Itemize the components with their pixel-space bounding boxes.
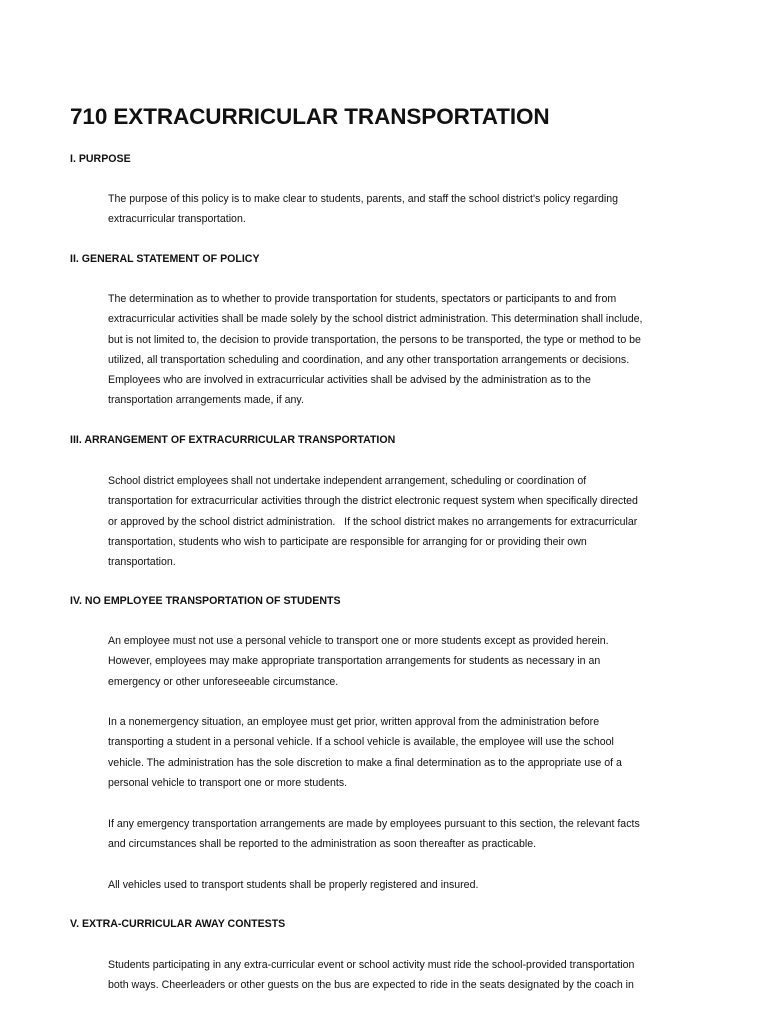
paragraph-personal-vehicle <box>108 631 688 692</box>
section-heading-away-contests: V. EXTRA-CURRICULAR AWAY CONTESTS <box>70 918 286 930</box>
text-line: vehicle. The administration has the sole discretion to make a final determination as to the appropriate use of a <box>108 756 622 769</box>
section-heading-purpose: I. PURPOSE <box>70 153 131 165</box>
paragraph-arrangement <box>108 471 688 572</box>
paragraph-nonemergency <box>108 712 688 793</box>
text-line: In a nonemergency situation, an employee must get prior, written approval from the administration before <box>108 716 600 728</box>
text-line: emergency or other unforeseeable circumstance. <box>108 675 339 688</box>
text-line: extracurricular transportation. <box>108 213 246 226</box>
text-line: transporting a student in a personal vehicle. If a school vehicle is available, the employee will use the school <box>108 736 614 749</box>
text-line: School district employees shall not undertake independent arrangement, scheduling or coordination of <box>108 475 587 487</box>
paragraph-general-statement <box>108 289 688 411</box>
text-line: utilized, all transportation scheduling and coordination, and any other transportation arrangements or decisions. <box>108 353 630 366</box>
text-line: both ways. Cheerleaders or other guests on the bus are expected to ride in the seats designated by the coach in <box>108 979 634 992</box>
text-line: If any emergency transportation arrangements are made by employees pursuant to this section, the relevant facts <box>108 818 640 830</box>
paragraph-purpose <box>108 189 688 230</box>
text-line: transportation for extracurricular activities through the district electronic request system when specifically directed <box>108 495 638 508</box>
text-line: extracurricular activities shall be made solely by the school district administration. This determination shall include, <box>108 313 643 326</box>
text-line: but is not limited to, the decision to provide transportation, the persons to be transported, the type or method to be <box>108 333 641 346</box>
document-title: 710 EXTRACURRICULAR TRANSPORTATION <box>70 104 550 129</box>
text-line: transportation arrangements made, if any. <box>108 394 304 407</box>
text-line: Students participating in any extra-curricular event or school activity must ride the school-provided transportation <box>108 959 635 971</box>
text-line: The determination as to whether to provide transportation for students, spectators or participants to and from <box>108 293 617 305</box>
text-line: The purpose of this policy is to make clear to students, parents, and staff the school district's policy regarding <box>108 193 618 205</box>
paragraph-away-contests <box>108 955 688 996</box>
text-line: transportation. <box>108 556 176 569</box>
text-line: Employees who are involved in extracurricular activities shall be advised by the administration as to the <box>108 374 591 387</box>
text-line: and circumstances shall be reported to the administration as soon thereafter as practicable. <box>108 838 537 851</box>
text-line: All vehicles used to transport students shall be properly registered and insured. <box>108 879 479 891</box>
section-heading-arrangement: III. ARRANGEMENT OF EXTRACURRICULAR TRANSPORTATION <box>70 434 396 446</box>
section-heading-general-statement: II. GENERAL STATEMENT OF POLICY <box>70 253 260 265</box>
text-line: personal vehicle to transport one or more students. <box>108 776 348 789</box>
paragraph-emergency-reporting <box>108 814 688 855</box>
text-line: transportation, students who wish to participate are responsible for arranging for or providing their own <box>108 535 587 548</box>
text-line: An employee must not use a personal vehicle to transport one or more students except as provided herein. <box>108 635 609 647</box>
paragraph-vehicles-insured <box>108 875 688 895</box>
text-line: or approved by the school district administration. If the school district makes no arrangements for extracurricular <box>108 515 638 528</box>
text-line: However, employees may make appropriate transportation arrangements for students as necessary in an <box>108 655 601 668</box>
section-heading-no-employee-transportation: IV. NO EMPLOYEE TRANSPORTATION OF STUDENTS <box>70 595 341 607</box>
